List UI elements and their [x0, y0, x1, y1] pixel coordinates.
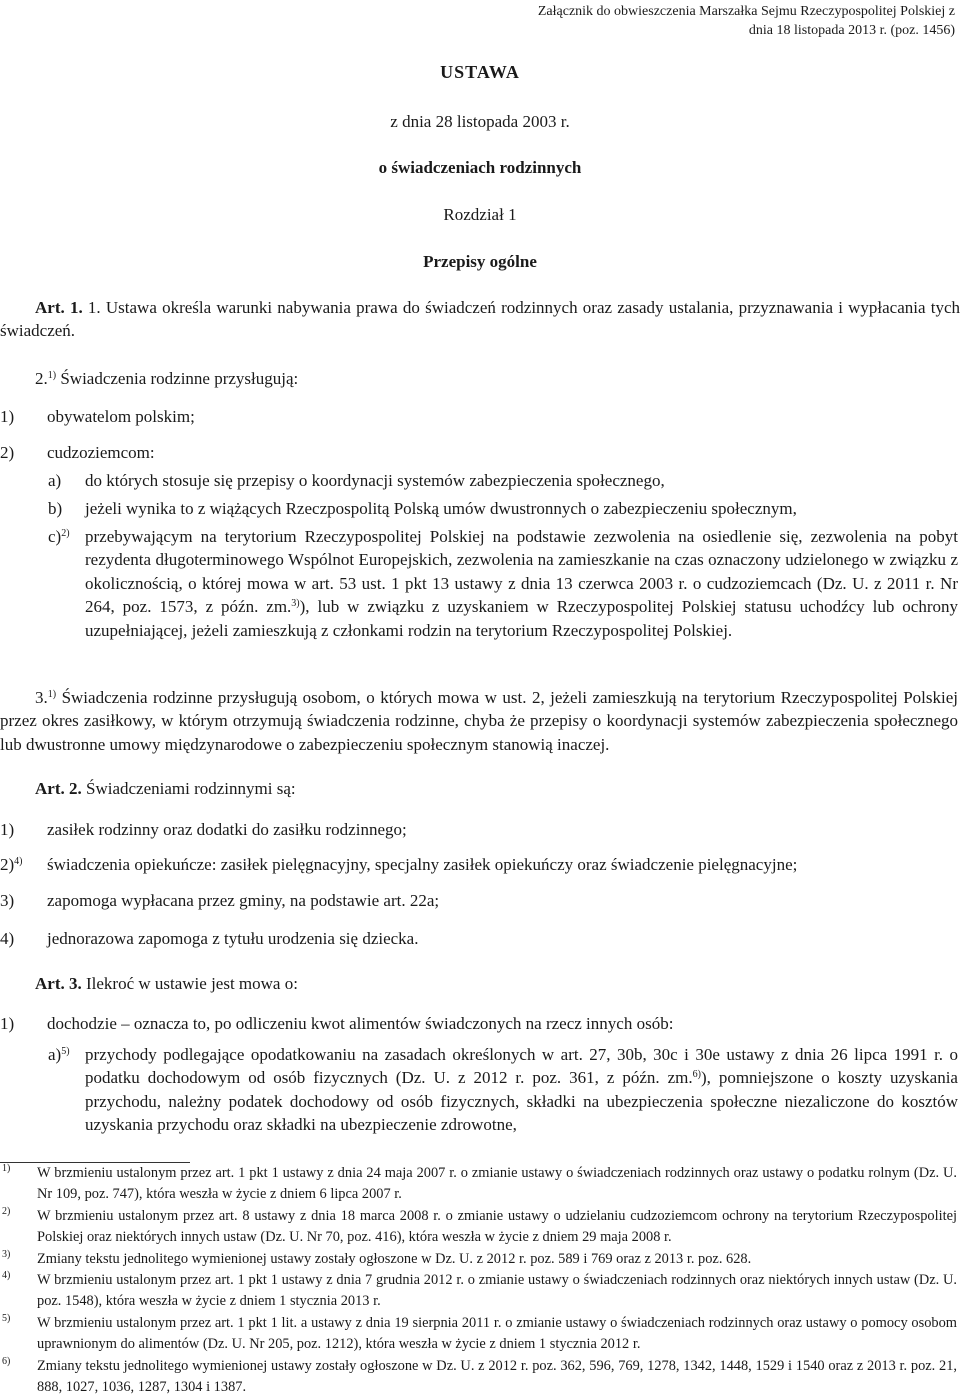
header-note: Załącznik do obwieszczenia Marszałka Sejmu Rzeczypospolitej Polskiej z dnia 18 listopada 2013 r. (poz. 1456): [537, 4, 955, 38]
list-label: 2): [0, 443, 15, 462]
footnote-ref: 1): [47, 370, 57, 381]
act-subject: o świadczeniach rodzinnych: [378, 158, 582, 177]
footnote-number: 3): [2, 1249, 11, 1260]
sublist-label-text: a): [48, 1045, 62, 1064]
sublist-item-text: do których stosuje się przepisy o koordynacji systemów zabezpieczenia społecznego,: [85, 471, 665, 490]
footnote-number: 4): [2, 1270, 11, 1281]
sublist-item-text: [85, 525, 958, 642]
footnote-text: W brzmieniu ustalonym przez art. 1 pkt 1 lit. a ustawy z dnia 19 sierpnia 2011 r. o zmianie ustawy o świadczeniach rodzinnych oraz ustawy o pomocy osobom uprawnionym do alimentów (Dz. U. Nr 205, poz. 1212), która weszła w życie z dniem 1 stycznia 2012 r.: [37, 1315, 957, 1352]
sublist-item-text: jeżeli wynika to z wiążących Rzeczpospolitą Polską umów dwustronnych o zabezpieczeniu społecznym,: [85, 499, 797, 518]
footnote-text: W brzmieniu ustalonym przez art. 8 ustawy z dnia 18 marca 2008 r. o zmianie ustawy o udzielaniu cudzoziemcom ochrony na terytorium Rzeczypospolitej Polskiej oraz niektórych innych ustaw (Dz. U. Nr 70, poz. 416), która weszła w życie z dniem 29 maja 2008 r.: [37, 1208, 957, 1245]
chapter-title: Przepisy ogólne: [423, 252, 537, 271]
sublist-label: b): [48, 499, 63, 518]
art2-heading: [35, 777, 960, 800]
footnote-text: Zmiany tekstu jednolitego wymienionej ustawy zostały ogłoszone w Dz. U. z 2012 r. poz. 589 i 769 oraz z 2013 r. poz. 628.: [37, 1251, 752, 1267]
footnote-text: Zmiany tekstu jednolitego wymienionej ustawy zostały ogłoszone w Dz. U. z 2012 r. poz. 362, 596, 769, 1278, 1342, 1448, 1529 i 1540 oraz z 2013 r. poz. 21, 888, 1027, 1036, 1287, 1304 i 1387.: [37, 1358, 957, 1395]
list-item-text: świadczenia opiekuńcze: zasiłek pielęgnacyjny, specjalny zasiłek opiekuńczy oraz świadczenie pielęgnacyjne;: [47, 855, 798, 874]
list-item-text: cudzoziemcom:: [47, 443, 155, 462]
art1-p3-text: Świadczenia rodzinne przysługują osobom, o których mowa w ust. 2, jeżeli zamieszkują na terytorium Rzeczypospolitej Polskiej przez okres zasiłkowy, w którym otrzymują świadczenia rodzinne, chyba że przepisy o koordynacji systemów zabezpieczenia społecznego lub dwustronne umowy międzynarodowe o zabezpieczeniu społecznym stanowią inaczej.: [0, 688, 959, 754]
list-label: [0, 853, 23, 876]
art1-p3-number: 3.: [35, 688, 48, 707]
list-label: 1): [0, 820, 15, 839]
art1-p1-number: 1.: [87, 298, 101, 317]
c-text-part-1: przebywającym na terytorium Rzeczypospolitej Polskiej na podstawie zezwolenia na osiedlenie się, zezwolenia na pobyt rezydenta długoterminowego Wspólnot Europejskich, zezwolenia na zamieszkanie na czas oznaczony udzielonego w związku z okolicznością, o której mowa w art. 53 ust. 1 pkt 13 ustawy z dnia 13 czerwca 2003 r. o cudzoziemcach (Dz. U. z 2011 r. Nr 264, poz. 1573, z późn. zm.: [85, 527, 958, 617]
footnote-text: W brzmieniu ustalonym przez art. 1 pkt 1 ustawy z dnia 7 grudnia 2012 r. o zmianie ustawy o świadczeniach rodzinnych oraz niektórych innych ustaw (Dz. U. poz. 1548), która weszła w życie z dniem 1 stycznia 2013 r.: [37, 1272, 957, 1309]
list-label: 1): [0, 407, 15, 426]
art1-p2-text: Świadczenia rodzinne przysługują:: [60, 369, 299, 388]
list-label: 1): [0, 1014, 15, 1033]
art1-label: Art. 1.: [35, 298, 83, 317]
list-label-text: 2): [0, 855, 15, 874]
list-item-text: zasiłek rodzinny oraz dodatki do zasiłku rodzinnego;: [47, 820, 407, 839]
art1-paragraph-2: [35, 367, 960, 390]
footnote-number: 1): [2, 1163, 11, 1174]
footnote-number: 2): [2, 1206, 11, 1217]
footnote-ref: 5): [61, 1046, 70, 1057]
sublist-item-text: [85, 1043, 958, 1137]
footnote-ref: 4): [14, 856, 23, 867]
art3-text: Ilekroć w ustawie jest mowa o:: [85, 974, 298, 993]
footnote-ref: 3): [291, 598, 300, 610]
art1-paragraph-3: [0, 686, 958, 756]
list-item-text: zapomoga wypłacana przez gminy, na podstawie art. 22a;: [47, 891, 440, 910]
footnote-ref: 6): [692, 1069, 701, 1081]
a-text-part-2: ), pomniejszone o koszty uzyskania przychodu, należny podatek dochodowy od osób fizycznych, składki na ubezpieczenia społeczne niezaliczone do kosztów uzyskania przychodu oraz składki na ubezpieczenie zdrowotne,: [85, 1068, 958, 1135]
footnote-number: 5): [2, 1313, 11, 1324]
art2-label: Art. 2.: [35, 779, 82, 798]
sublist-label-text: c): [48, 527, 62, 546]
art1-p1-text: Ustawa określa warunki nabywania prawa do świadczeń rodzinnych oraz zasady ustalania, przyznawania i wypłacania tych świadczeń.: [0, 298, 960, 341]
footnote-number: 6): [2, 1356, 11, 1367]
sublist-label: [48, 1043, 70, 1066]
list-label: 4): [0, 929, 15, 948]
footnote-ref: 1): [47, 689, 57, 700]
art1-p2-number: 2.: [35, 369, 48, 388]
sublist-label: a): [48, 471, 62, 490]
list-item-text: dochodzie – oznacza to, po odliczeniu kwot alimentów świadczonych na rzecz innych osób:: [47, 1014, 674, 1033]
sublist-label: [48, 525, 70, 548]
list-item-text: obywatelom polskim;: [47, 407, 195, 426]
act-title: USTAWA: [440, 62, 520, 82]
c-text-part-2: ), lub w związku z uzyskaniem w Rzeczypospolitej Polskiej statusu uchodźcy lub ochrony uzupełniającej, jeżeli zamieszkują z członkami rodzin na terytorium Rzeczypospolitej Polskiej.: [85, 597, 958, 640]
list-label: 3): [0, 891, 15, 910]
chapter-number: Rozdział 1: [443, 205, 517, 224]
art2-text: Świadczeniami rodzinnymi są:: [85, 779, 296, 798]
footnote-text: W brzmieniu ustalonym przez art. 1 pkt 1 ustawy z dnia 24 maja 2007 r. o zmianie ustawy o świadczeniach rodzinnych oraz ustawy o podatku rolnym (Dz. U. Nr 109, poz. 747), która weszła w życie z dniem 6 lipca 2007 r.: [37, 1165, 957, 1202]
art3-heading: [35, 972, 960, 995]
art1-paragraph-1: [0, 296, 960, 343]
act-date: z dnia 28 listopada 2003 r.: [390, 112, 570, 131]
footnote-ref: 2): [61, 528, 70, 539]
list-item-text: jednorazowa zapomoga z tytułu urodzenia się dziecka.: [47, 929, 419, 948]
art3-label: Art. 3.: [35, 974, 82, 993]
a-text-part-1: przychody podlegające opodatkowaniu na zasadach określonych w art. 27, 30b, 30c i 30e ustawy z dnia 26 lipca 1991 r. o podatku dochodowym od osób fizycznych (Dz. U. z 2012 r. poz. 361, z późn. zm.: [85, 1045, 958, 1088]
